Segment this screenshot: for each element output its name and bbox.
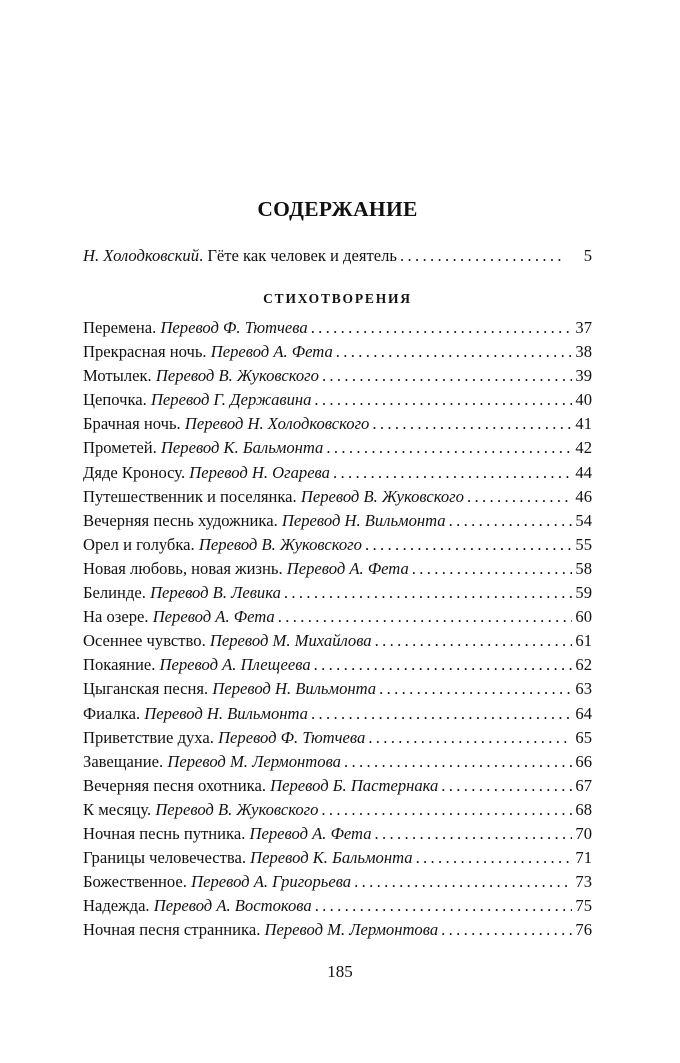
page-ref: 75 [575, 896, 592, 916]
poem-title: Белинде. [83, 583, 146, 603]
page-ref: 60 [575, 607, 592, 627]
translator: Перевод К. Бальмонта [160, 438, 324, 458]
translator: Перевод А. Фета [210, 342, 333, 362]
dot-leader [467, 485, 572, 509]
page-ref: 40 [575, 390, 592, 410]
translator: Перевод В. Жуковского [155, 366, 319, 386]
dot-leader [441, 774, 572, 798]
dot-leader [311, 702, 572, 726]
translator: Перевод А. Плещеева [159, 655, 311, 675]
translator: Перевод Н. Вильмонта [281, 510, 446, 530]
dot-leader [311, 316, 572, 340]
poem-title: Мотылек. [83, 366, 152, 386]
poem-title: Новая любовь, новая жизнь. [83, 558, 283, 578]
toc-row [83, 677, 592, 701]
dot-leader [372, 412, 572, 436]
dot-leader [278, 605, 572, 629]
poem-title: Ночная песня странника. [83, 920, 261, 940]
toc-row [83, 340, 592, 364]
toc-row [83, 918, 592, 942]
toc-row [83, 364, 592, 388]
poem-title: Осеннее чувство. [83, 631, 206, 651]
dot-leader [365, 533, 572, 557]
dot-leader [315, 894, 572, 918]
translator: Перевод Н. Вильмонта [144, 703, 308, 723]
toc-row [83, 581, 592, 605]
translator: Перевод В. Жуковского [300, 486, 464, 506]
page-ref: 70 [575, 823, 592, 843]
poem-title: Приветствие духа. [83, 727, 214, 747]
section-heading: СТИХОТВОРЕНИЯ [263, 291, 412, 306]
translator: Перевод К. Бальмонта [250, 848, 413, 868]
dot-leader [322, 364, 572, 388]
poem-title: Ночная песнь путника. [83, 823, 246, 843]
toc-row [83, 894, 592, 918]
page-ref: 68 [575, 799, 592, 819]
dot-leader [314, 388, 572, 412]
dot-leader [321, 798, 572, 822]
translator: Перевод В. Жуковского [198, 534, 362, 554]
dot-leader [412, 557, 572, 581]
toc-row [83, 750, 592, 774]
page-ref: 62 [575, 655, 592, 675]
dot-leader [449, 509, 572, 533]
poem-title: Фиалка. [83, 703, 141, 723]
toc-row [83, 846, 592, 870]
dot-leader [326, 436, 572, 460]
page-ref: 59 [575, 583, 592, 603]
translator: Перевод Б. Пастернака [270, 775, 439, 795]
page-ref: 71 [575, 848, 592, 868]
toc-row [83, 629, 592, 653]
poem-title: Дяде Кроносу. [83, 462, 186, 482]
translator: Перевод Г. Державина [150, 390, 312, 410]
toc-row [83, 653, 592, 677]
translator: Перевод А. Фета [249, 823, 372, 843]
translator: Перевод В. Жуковского [155, 799, 319, 819]
toc-row [83, 316, 592, 340]
toc-row [83, 461, 592, 485]
poem-title: На озере. [83, 607, 149, 627]
page-ref: 64 [575, 703, 592, 723]
toc-row [83, 509, 592, 533]
translator: Перевод А. Григорьева [191, 872, 352, 892]
translator: Перевод М. Михайлова [209, 631, 372, 651]
dot-leader [314, 653, 572, 677]
dot-leader [441, 918, 572, 942]
toc-row [83, 798, 592, 822]
page-ref: 39 [575, 366, 592, 386]
page-ref: 73 [575, 872, 592, 892]
dot-leader [368, 726, 572, 750]
page-ref: 58 [575, 558, 592, 578]
page-ref: 54 [575, 510, 592, 530]
dot-leader [344, 750, 572, 774]
toc-row [83, 533, 592, 557]
poem-title: Покаяние. [83, 655, 156, 675]
poem-title: Путешественник и поселянка. [83, 486, 297, 506]
poem-title: Орел и голубка. [83, 534, 195, 554]
translator: Перевод Ф. Тютчева [160, 318, 308, 337]
toc-row [83, 412, 592, 436]
translator: Перевод Н. Холодковского [184, 414, 370, 434]
intro-entry [83, 244, 592, 268]
poem-title: К месяцу. [83, 799, 152, 819]
dot-leader [416, 846, 572, 870]
page-ref: 46 [575, 486, 592, 506]
page-ref: 66 [575, 751, 592, 771]
translator: Перевод М. Лермонтова [264, 920, 439, 940]
dot-leader [400, 244, 566, 268]
dot-leader [379, 677, 572, 701]
table-of-contents-page [83, 0, 592, 1063]
translator: Перевод А. Фета [152, 607, 275, 627]
page-ref: 63 [575, 679, 592, 699]
page-ref: 41 [575, 414, 592, 434]
dot-leader [375, 822, 572, 846]
toc-row-intro [83, 244, 592, 268]
intro-author: Н. Холодковский [83, 246, 200, 265]
toc-row [83, 702, 592, 726]
toc-row [83, 822, 592, 846]
poem-title: Божественное. [83, 872, 187, 892]
page-ref: 76 [575, 920, 592, 940]
toc-row [83, 870, 592, 894]
intro-page-number: 5 [583, 246, 592, 265]
page-ref: 67 [575, 775, 592, 795]
toc-row [83, 557, 592, 581]
poem-title: Границы человечества. [83, 848, 246, 868]
dot-leader [333, 461, 572, 485]
page-ref: 65 [575, 727, 592, 747]
translator: Перевод Н. Огарева [189, 462, 330, 482]
page-number: 185 [327, 962, 353, 981]
page-ref: 44 [575, 462, 592, 482]
translator: Перевод В. Левика [150, 583, 281, 603]
poem-title: Вечерняя песня охотника. [83, 775, 266, 795]
translator: Перевод Н. Вильмонта [212, 679, 377, 699]
page-ref: 42 [575, 438, 592, 458]
translator: Перевод А. Фета [286, 558, 409, 578]
toc-entries-list [83, 316, 592, 942]
page-title: СОДЕРЖАНИЕ [257, 197, 418, 221]
toc-row [83, 388, 592, 412]
poem-title: Надежда. [83, 896, 150, 916]
dot-leader [284, 581, 572, 605]
intro-title-sep: . [199, 246, 208, 265]
toc-row [83, 774, 592, 798]
poem-title: Вечерняя песнь художника. [83, 510, 278, 530]
poem-title: Прекрасная ночь. [83, 342, 207, 362]
poem-title: Перемена. [83, 318, 157, 337]
page-ref: 55 [575, 534, 592, 554]
toc-row [83, 605, 592, 629]
poem-title: Цыганская песня. [83, 679, 209, 699]
page-ref: 61 [575, 631, 592, 651]
poem-title: Цепочка. [83, 390, 147, 410]
page-ref: 38 [575, 342, 592, 362]
dot-leader [354, 870, 572, 894]
toc-row [83, 485, 592, 509]
toc-row [83, 436, 592, 460]
dot-leader [336, 340, 572, 364]
poem-title: Брачная ночь. [83, 414, 181, 434]
dot-leader [375, 629, 572, 653]
page-ref: 37 [575, 318, 592, 337]
translator: Перевод Ф. Тютчева [218, 727, 366, 747]
translator: Перевод А. Востокова [153, 896, 312, 916]
intro-title: Гёте как человек и деятель [207, 246, 397, 265]
toc-row [83, 726, 592, 750]
poem-title: Прометей. [83, 438, 157, 458]
translator: Перевод М. Лермонтова [167, 751, 341, 771]
poem-title: Завещание. [83, 751, 164, 771]
